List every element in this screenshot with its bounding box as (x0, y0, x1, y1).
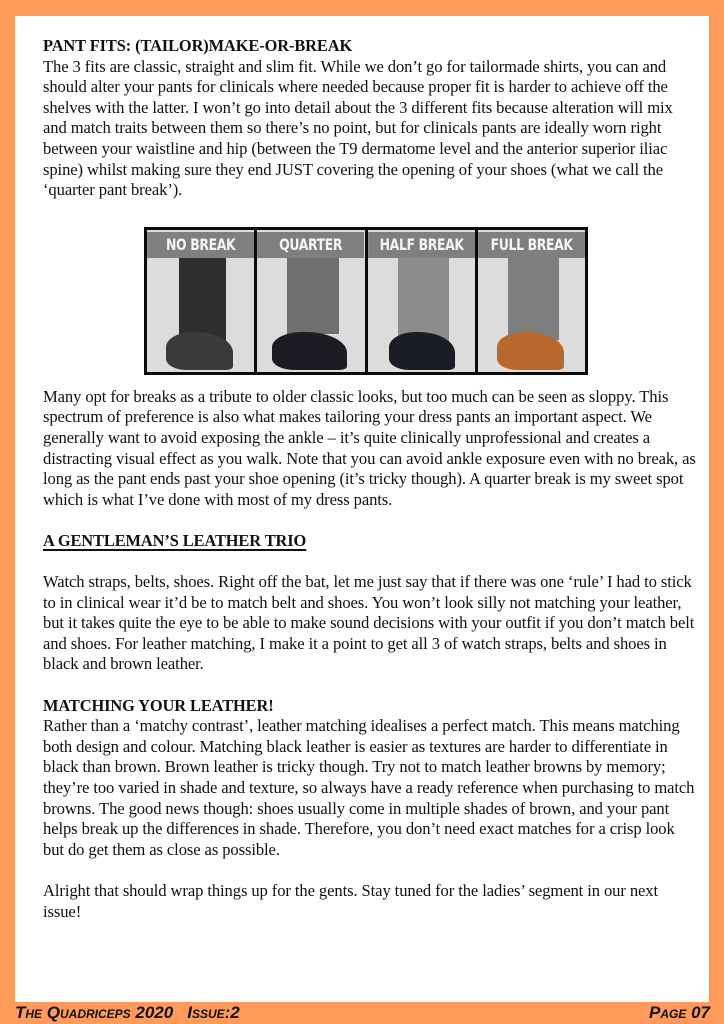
panel-label: FULL BREAK (478, 232, 585, 258)
page-number: Page 07 (649, 1003, 710, 1022)
spacer (43, 675, 698, 696)
paragraph-closing: Alright that should wrap things up for the gents. Stay tuned for the ladies’ segment in our next issue! (43, 881, 659, 921)
page-footer (0, 1002, 724, 1024)
pant-leg-image (508, 258, 559, 340)
pant-leg-image (179, 258, 226, 344)
section-heading-matching-leather: MATCHING YOUR LEATHER! (43, 695, 274, 715)
shoe-image (166, 332, 232, 370)
paragraph-matching-leather: Rather than a ‘matchy contrast’, leather matching idealises a perfect match. This means matching both design and colour. Matching black leather is easier as textures are harder to differentiate in black than brown. Brown leather is tricky though. Try not to match leather browns by memory; they’re too varied in shade and texture, so always have a ready reference when purchasing to match browns. The good news though: shoes usually come in multiple shades of brown, and your pant helps break up the differences in shade. Therefore, you don’t need exact matches for a crisp look but do get them as close as possible. (43, 716, 695, 859)
page-panel (15, 16, 709, 1002)
spacer (43, 860, 698, 881)
figure-panel-no-break (147, 230, 254, 372)
figure-panel-full-break (478, 230, 585, 372)
issue-number: Issue:2 (187, 1003, 240, 1022)
paragraph-leather-trio: Watch straps, belts, shoes. Right off the bat, let me just say that if there was one ‘rule’ I had to stick to in clinical wear it’d be to match belt and shoes. You won’t look silly not matching your leather, but it takes quite the eye to be able to make sound decisions with your outfit if you don’t match belt and shoes. For leather matching, I make it a point to get all 3 of watch straps, belts and shoes in black and brown leather. (43, 572, 695, 674)
panel-label: NO BREAK (147, 232, 254, 258)
pant-break-figure (144, 227, 588, 375)
paragraph-breaks: Many opt for breaks as a tribute to older classic looks, but too much can be seen as sloppy. This spectrum of preference is also what makes tailoring your dress pants an important aspect. We generally want to avoid exposing the ankle – it’s quite clinically unprofessional and creates a distracting visual effect as you walk. Note that you can avoid ankle exposure even with no break, as long as the pant ends past your shoe opening (it’s tricky though). A quarter break is my sweet spot which is what I’ve done with most of my dress pants. (43, 386, 696, 509)
spacer (43, 510, 698, 531)
figure-panel-half-break (368, 230, 475, 372)
panel-label: HALF BREAK (368, 232, 475, 258)
shoe-image (272, 332, 347, 370)
shoe-image (497, 332, 563, 370)
pant-leg-image (287, 258, 338, 334)
article-body (43, 36, 698, 922)
spacer (43, 552, 698, 573)
publication-name: The Quadriceps 2020 (15, 1003, 174, 1022)
paragraph-pant-fits: The 3 fits are classic, straight and slim fit. While we don’t go for tailormade shirts, you can and should alter your pants for clinicals where needed because proper fit is harder to achieve off the shelves with the latter. I won’t go into detail about the 3 different fits because alteration will mix and match traits between them so there’s no point, but for clinicals pants are ideally worn right between your waistline and hip (between the T9 dermatome level and the anterior superior iliac spine) whilst making sure they end JUST covering the opening of your shoes (what we call the ‘quarter pant break’). (43, 56, 673, 200)
figure-panel-quarter-break (257, 230, 364, 372)
pant-leg-image (398, 258, 449, 342)
panel-label: QUARTER (257, 232, 364, 258)
footer-publication (15, 1002, 240, 1024)
section-heading-pant-fits: PANT FITS: (TAILOR)MAKE-OR-BREAK (43, 36, 353, 55)
section-heading-leather-trio: A GENTLEMAN’S LEATHER TRIO (43, 530, 307, 550)
